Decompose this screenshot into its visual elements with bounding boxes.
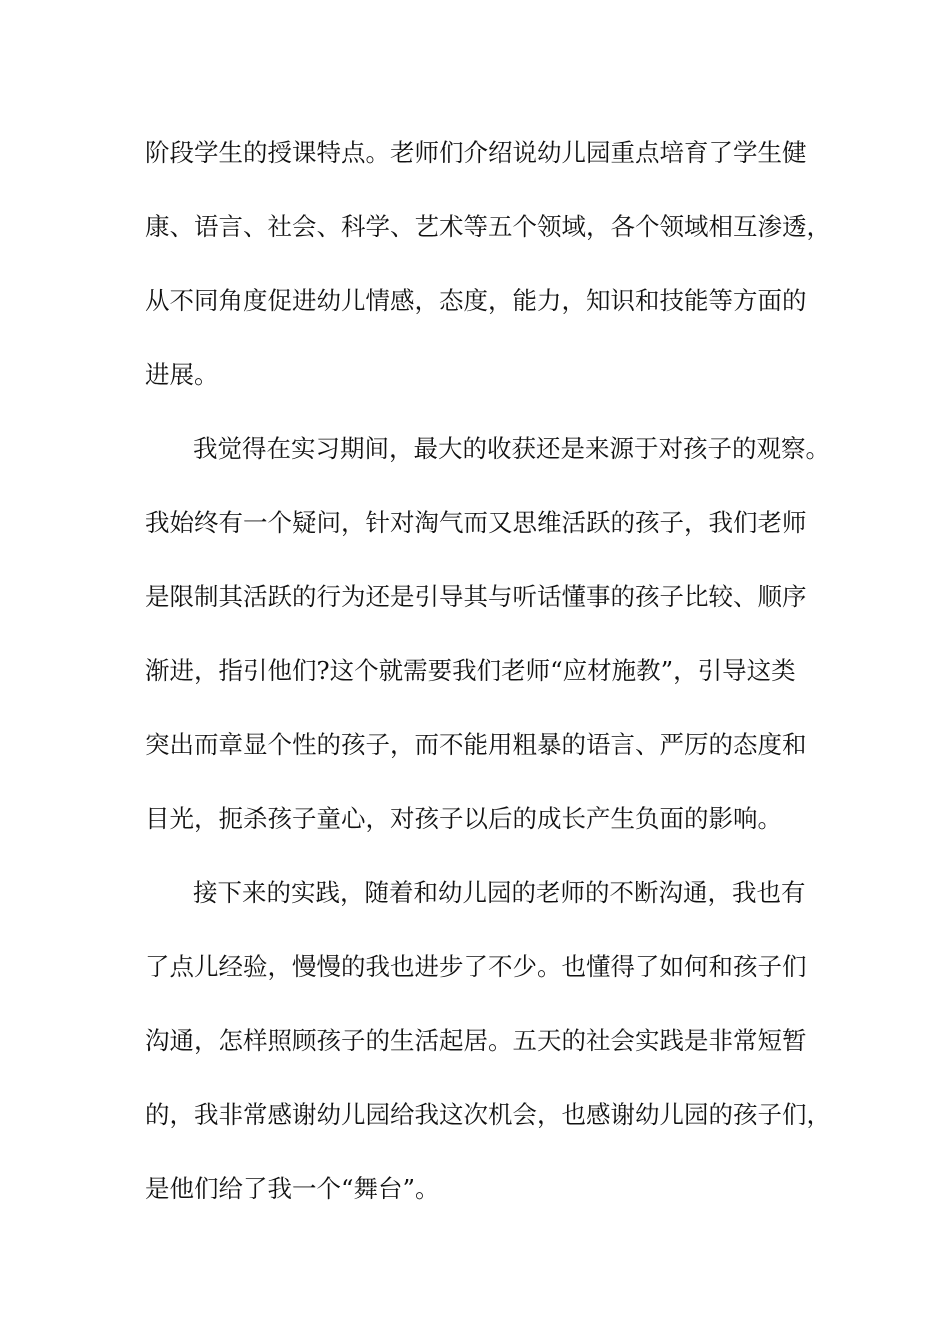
text-line: 接下来的实践，随着和幼儿园的老师的不断沟通，我也有	[193, 878, 806, 907]
text-line: 阶段学生的授课特点。老师们介绍说幼儿园重点培育了学生健	[145, 138, 807, 167]
text-line: 从不同角度促进幼儿情感，态度，能力，知识和技能等方面的	[145, 286, 807, 315]
text-line: 了点儿经验，慢慢的我也进步了不少。也懂得了如何和孩子们	[145, 952, 807, 981]
text-line: 是限制其活跃的行为还是引导其与听话懂事的孩子比较、顺序	[145, 582, 807, 611]
text-line: 是他们给了我一个“舞台”。	[145, 1174, 440, 1203]
text-line: 沟通，怎样照顾孩子的生活起居。五天的社会实践是非常短暂	[145, 1026, 807, 1055]
text-line: 目光，扼杀孩子童心，对孩子以后的成长产生负面的影响。	[145, 804, 782, 833]
text-line: 康、语言、社会、科学、艺术等五个领域，各个领域相互渗透，	[145, 212, 831, 241]
text-line: 突出而章显个性的孩子，而不能用粗暴的语言、严厉的态度和	[145, 730, 807, 759]
text-line: 的，我非常感谢幼儿园给我这次机会，也感谢幼儿园的孩子们，	[145, 1100, 831, 1129]
text-line: 我觉得在实习期间，最大的收获还是来源于对孩子的观察。	[193, 434, 830, 463]
text-line: 渐进，指引他们?这个就需要我们老师“应材施教”，引导这类	[145, 656, 796, 685]
text-line: 我始终有一个疑问，针对淘气而又思维活跃的孩子，我们老师	[145, 508, 807, 537]
text-line: 进展。	[145, 360, 219, 389]
